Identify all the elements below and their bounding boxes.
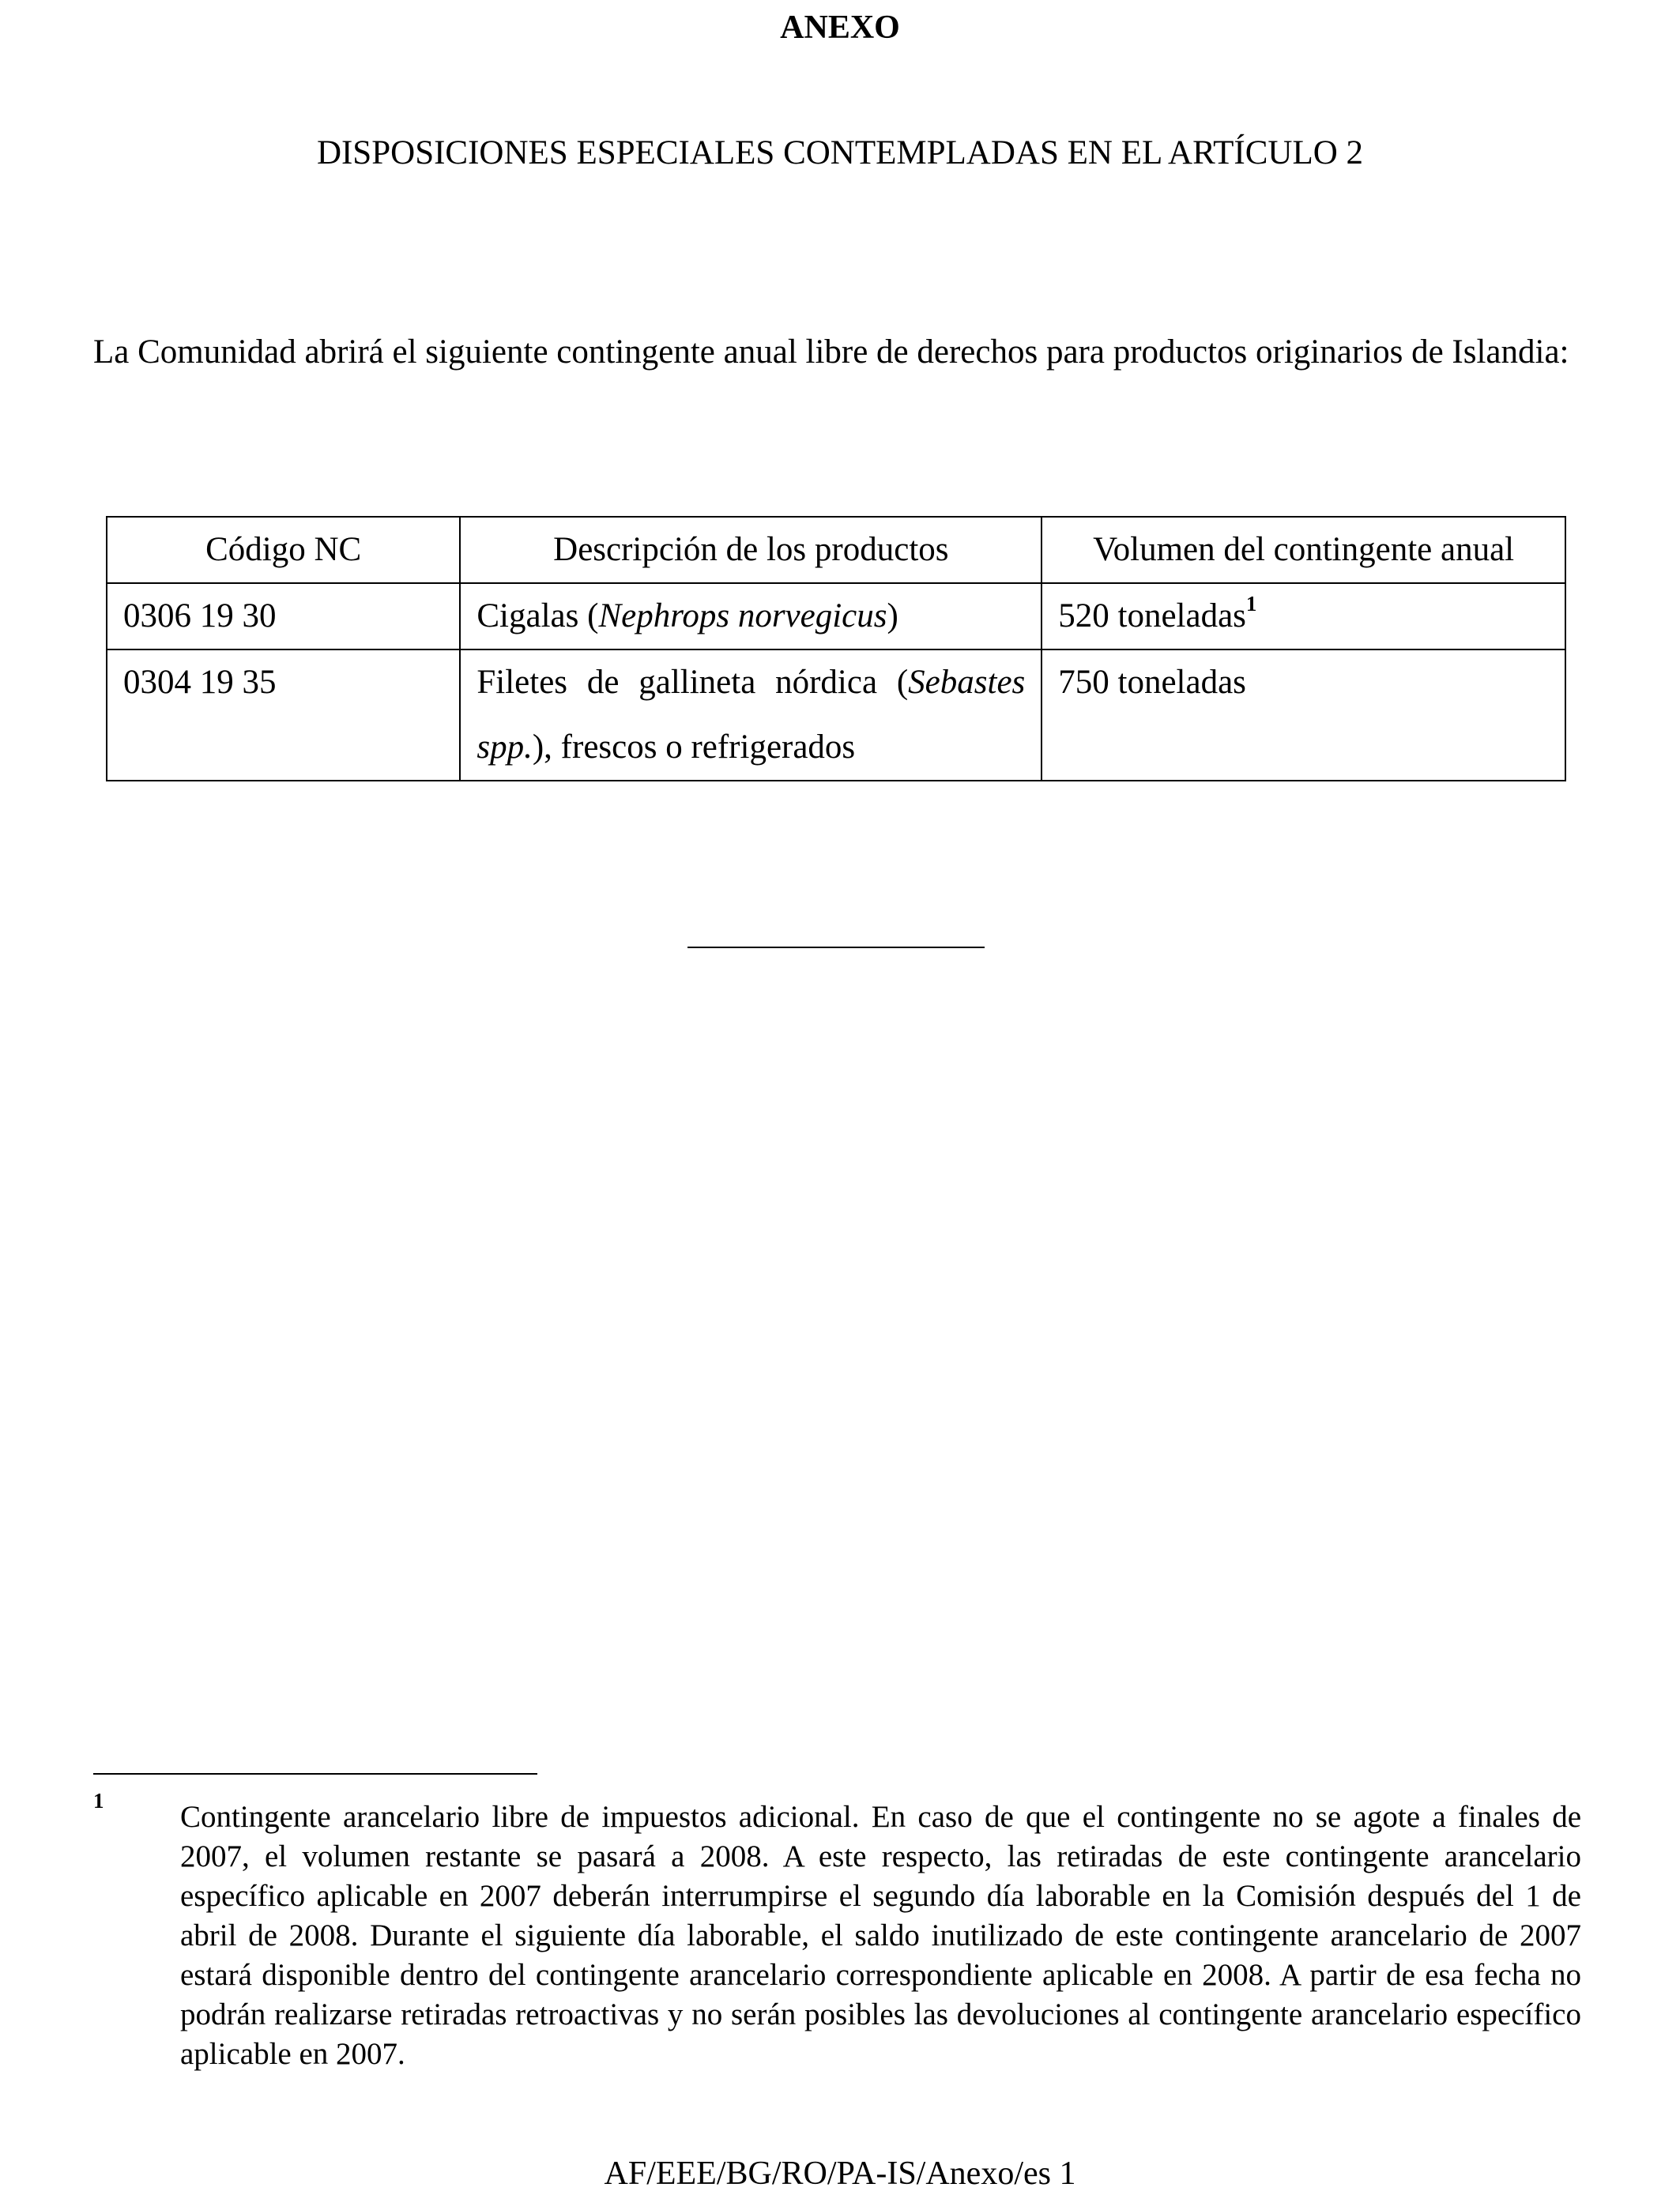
- page-title: ANEXO: [780, 9, 900, 46]
- footnote-reference: 1: [1245, 592, 1257, 616]
- volume-value: 520 toneladas: [1058, 597, 1246, 634]
- page-footer-reference: AF/EEE/BG/RO/PA-IS/Anexo/es 1: [604, 2155, 1076, 2192]
- cell-code: 0304 19 35: [107, 649, 460, 781]
- volume-value: 750 toneladas: [1058, 664, 1246, 701]
- desc-text: ): [887, 597, 898, 634]
- cell-description: [460, 583, 1042, 649]
- footnote-number: 1: [93, 1789, 104, 1813]
- desc-text: ), frescos o refrigerados: [532, 729, 856, 766]
- table-row: [107, 583, 1565, 649]
- section-divider: [687, 947, 985, 948]
- footnote-text: Contingente arancelario libre de impuestos adicional. En caso de que el contingente no se agote a finales de 2007, el volumen restante se pasará a 2008. A este respecto, las retiradas de este contingente arancelario específico aplicable en 2007 deberán interrumpirse el segundo día laborable en la Comisión después del 1 de abril de 2008. Durante el siguiente día laborable, el saldo inutilizado de este contingente arancelario de 2007 estará disponible dentro del contingente arancelario correspondiente aplicable en 2008. A partir de esa fecha no podrán realizarse retiradas retroactivas y no serán posibles las devoluciones al contingente arancelario específico aplicable en 2007.: [180, 1800, 1581, 2071]
- desc-text: Cigalas (: [477, 597, 599, 634]
- page-subtitle: DISPOSICIONES ESPECIALES CONTEMPLADAS EN EL ARTÍCULO 2: [316, 134, 1364, 171]
- cell-volume: [1042, 649, 1565, 781]
- quota-table: [106, 516, 1566, 781]
- desc-species: Nephrops norvegicus: [598, 597, 887, 634]
- cell-code: 0306 19 30: [107, 583, 460, 649]
- header-volume: Volumen del contingente anual: [1042, 517, 1565, 583]
- cell-volume: [1042, 583, 1565, 649]
- header-code: Código NC: [107, 517, 460, 583]
- desc-text: Filetes de gallineta nórdica (: [477, 664, 909, 701]
- desc-species: Sebastes spp.: [477, 664, 1026, 766]
- intro-paragraph: La Comunidad abrirá el siguiente contingente anual libre de derechos para productos originarios de Islandia:: [93, 333, 1569, 371]
- table-header-row: [107, 517, 1565, 583]
- cell-description: [460, 649, 1042, 781]
- footnote-separator: [93, 1773, 537, 1775]
- header-description: Descripción de los productos: [460, 517, 1042, 583]
- table-row: [107, 649, 1565, 781]
